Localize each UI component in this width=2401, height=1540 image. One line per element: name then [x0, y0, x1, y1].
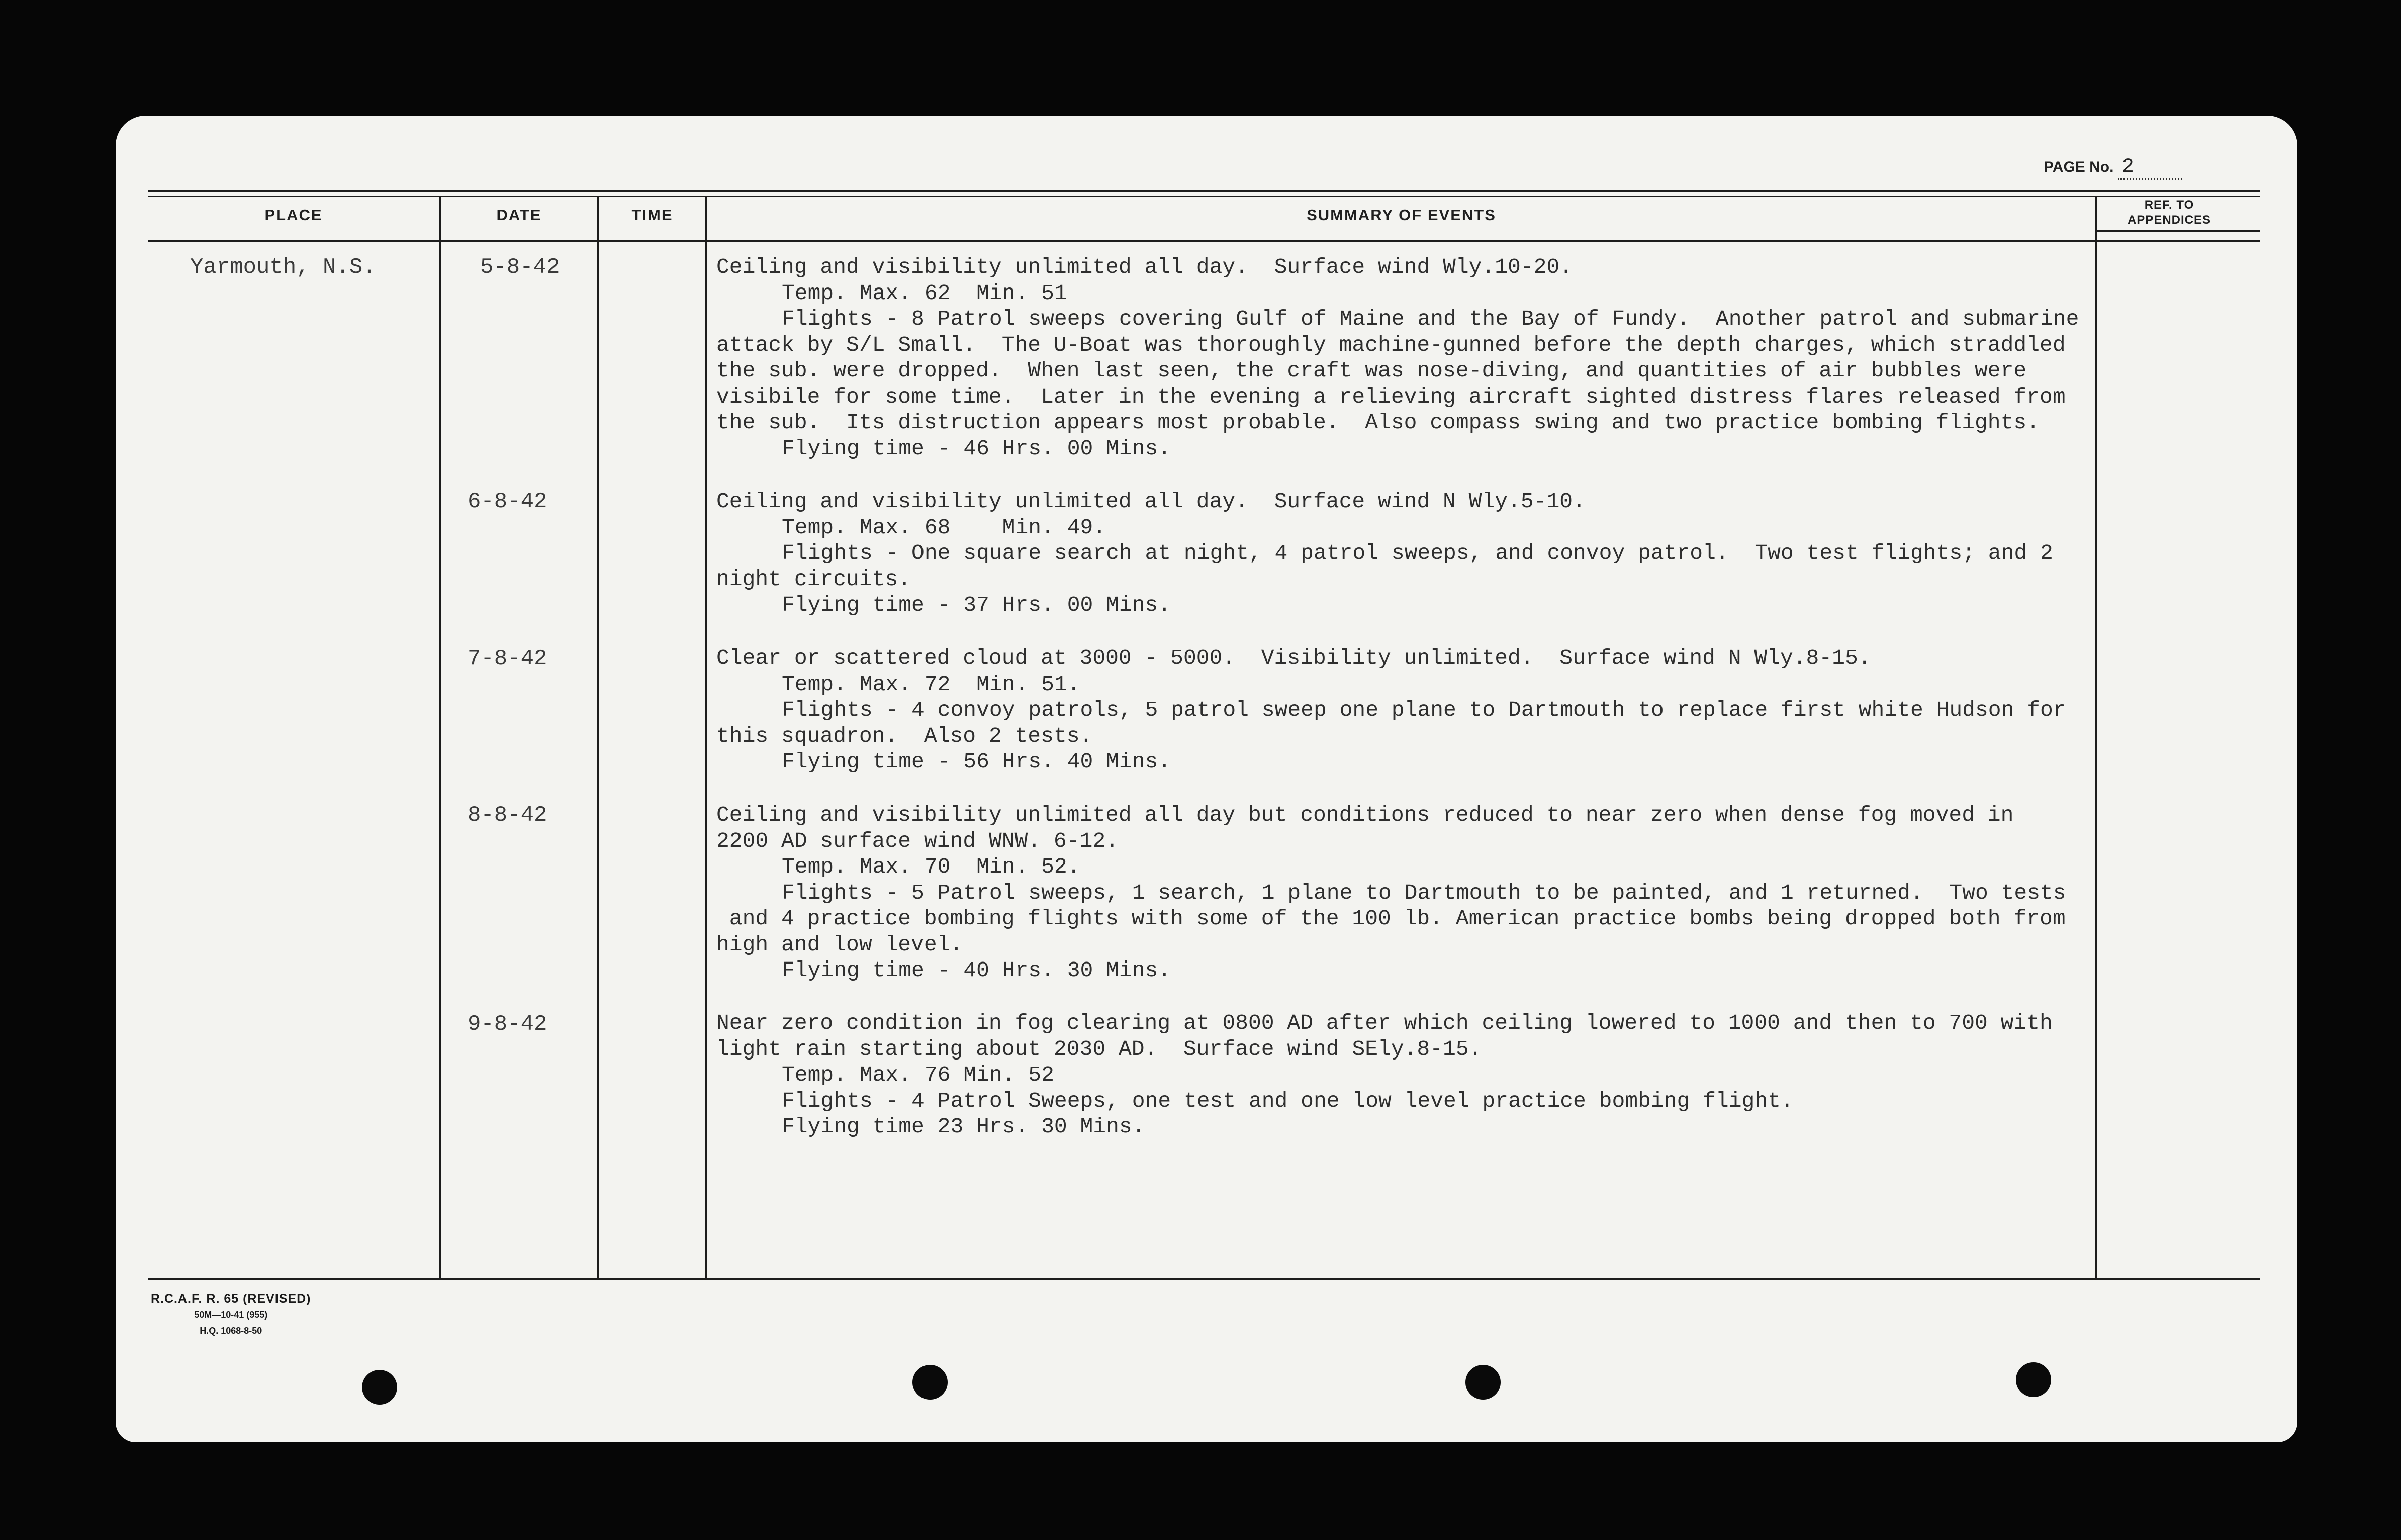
- form-identifier: [151, 1291, 311, 1339]
- page-number: [2044, 156, 2182, 180]
- top-rule-thin: [148, 196, 2260, 197]
- column-rule-date-time: [597, 196, 599, 1279]
- summary-line: Flying time - 37 Hrs. 00 Mins.: [782, 593, 1171, 617]
- form-id-line: 50M—10-41 (955): [194, 1310, 268, 1320]
- summary-line: high and low level.: [716, 932, 963, 957]
- column-header-time: TIME: [631, 206, 673, 224]
- summary-line: the sub. Its distruction appears most probable. Also compass swing and two practice bombing flights.: [716, 410, 2040, 435]
- summary-line: 2200 AD surface wind WNW. 6-12.: [716, 828, 1119, 853]
- column-header-ref: REF. TO APPENDICES: [2127, 198, 2211, 227]
- summary-line: the sub. were dropped. When last seen, the craft was nose-diving, and quantities of air bubbles were: [716, 358, 2027, 383]
- page-number-label: PAGE No.: [2044, 159, 2114, 175]
- summary-line: light rain starting about 2030 AD. Surface wind SEly.8-15.: [716, 1036, 1482, 1062]
- column-header-place: PLACE: [264, 206, 323, 224]
- date-cell: 9-8-42: [468, 1012, 547, 1037]
- summary-entry: [716, 802, 2114, 984]
- date-cell: 7-8-42: [468, 646, 547, 671]
- date-cell: 6-8-42: [468, 489, 547, 514]
- summary-line: Ceiling and visibility unlimited all day. Surface wind N Wly.5-10.: [716, 489, 1586, 514]
- punch-hole: [912, 1365, 948, 1400]
- summary-line: Clear or scattered cloud at 3000 - 5000. Visibility unlimited. Surface wind N Wly.8-15.: [716, 646, 1871, 670]
- ref-header-rule: [2096, 230, 2260, 232]
- summary-line: Ceiling and visibility unlimited all day but conditions reduced to near zero when dense fog moved in: [716, 803, 2014, 827]
- summary-line: Flying time 23 Hrs. 30 Mins.: [782, 1114, 1145, 1139]
- column-header-summary: SUMMARY OF EVENTS: [1307, 206, 1496, 224]
- summary-line: Ceiling and visibility unlimited all day. Surface wind Wly.10-20.: [716, 255, 1573, 279]
- punch-hole: [1465, 1365, 1501, 1400]
- summary-line: and 4 practice bombing flights with some of the 100 lb. American practice bombs being dropped both from: [716, 906, 2066, 931]
- summary-line: Temp. Max. 76 Min. 52: [782, 1063, 1054, 1087]
- summary-line: night circuits.: [716, 566, 911, 592]
- header-rule: [148, 240, 2260, 242]
- summary-line: this squadron. Also 2 tests.: [716, 723, 1093, 748]
- summary-entry: [716, 645, 2114, 775]
- place-cell: Yarmouth, N.S.: [190, 255, 376, 280]
- summary-line: Temp. Max. 72 Min. 51.: [782, 671, 1080, 697]
- summary-line: Flying time - 40 Hrs. 30 Mins.: [782, 958, 1171, 983]
- summary-line: Temp. Max. 70 Min. 52.: [782, 854, 1080, 879]
- summary-entry: [716, 1010, 2114, 1140]
- summary-entry: [716, 489, 2114, 618]
- summary-entry: [716, 254, 2114, 461]
- summary-line: Near zero condition in fog clearing at 0800 AD after which ceiling lowered to 1000 and then to 700 with: [716, 1011, 2053, 1035]
- column-rule-place-date: [439, 196, 441, 1279]
- column-rule-time-summary: [705, 196, 707, 1279]
- summary-line: Flying time - 46 Hrs. 00 Mins.: [782, 436, 1171, 461]
- column-header-date: DATE: [496, 206, 542, 224]
- summary-line: Flights - 4 Patrol Sweeps, one test and one low level practice bombing flight.: [782, 1088, 1794, 1113]
- summary-line: Flights - 4 convoy patrols, 5 patrol sweep one plane to Dartmouth to replace first white Hudson for: [782, 698, 2066, 722]
- summary-line: Flying time - 56 Hrs. 40 Mins.: [782, 749, 1171, 774]
- summary-line: Flights - 5 Patrol sweeps, 1 search, 1 plane to Dartmouth to be painted, and 1 returned. Two tests: [782, 880, 2066, 905]
- punch-hole: [362, 1370, 397, 1405]
- bottom-rule: [148, 1278, 2260, 1280]
- punch-hole: [2016, 1362, 2051, 1397]
- summary-line: Temp. Max. 62 Min. 51: [782, 280, 1067, 306]
- summary-line: attack by S/L Small. The U-Boat was thoroughly machine-gunned before the depth charges, which straddled: [716, 332, 2066, 357]
- top-rule: [148, 190, 2260, 192]
- diary-sheet: [116, 116, 2297, 1442]
- summary-line: Temp. Max. 68 Min. 49.: [782, 515, 1106, 540]
- summary-line: visibile for some time. Later in the evening a relieving aircraft sighted distress flares released from: [716, 384, 2066, 409]
- page-number-value: 2: [2118, 156, 2182, 180]
- form-id-line: H.Q. 1068-8-50: [200, 1326, 262, 1336]
- date-cell: 8-8-42: [468, 803, 547, 828]
- form-id-line: R.C.A.F. R. 65 (REVISED): [151, 1292, 311, 1306]
- date-cell: 5-8-42: [480, 255, 560, 280]
- summary-line: Flights - One square search at night, 4 patrol sweeps, and convoy patrol. Two test flights; and 2: [782, 541, 2053, 565]
- summary-line: Flights - 8 Patrol sweeps covering Gulf of Maine and the Bay of Fundy. Another patrol and submarine: [782, 307, 2079, 331]
